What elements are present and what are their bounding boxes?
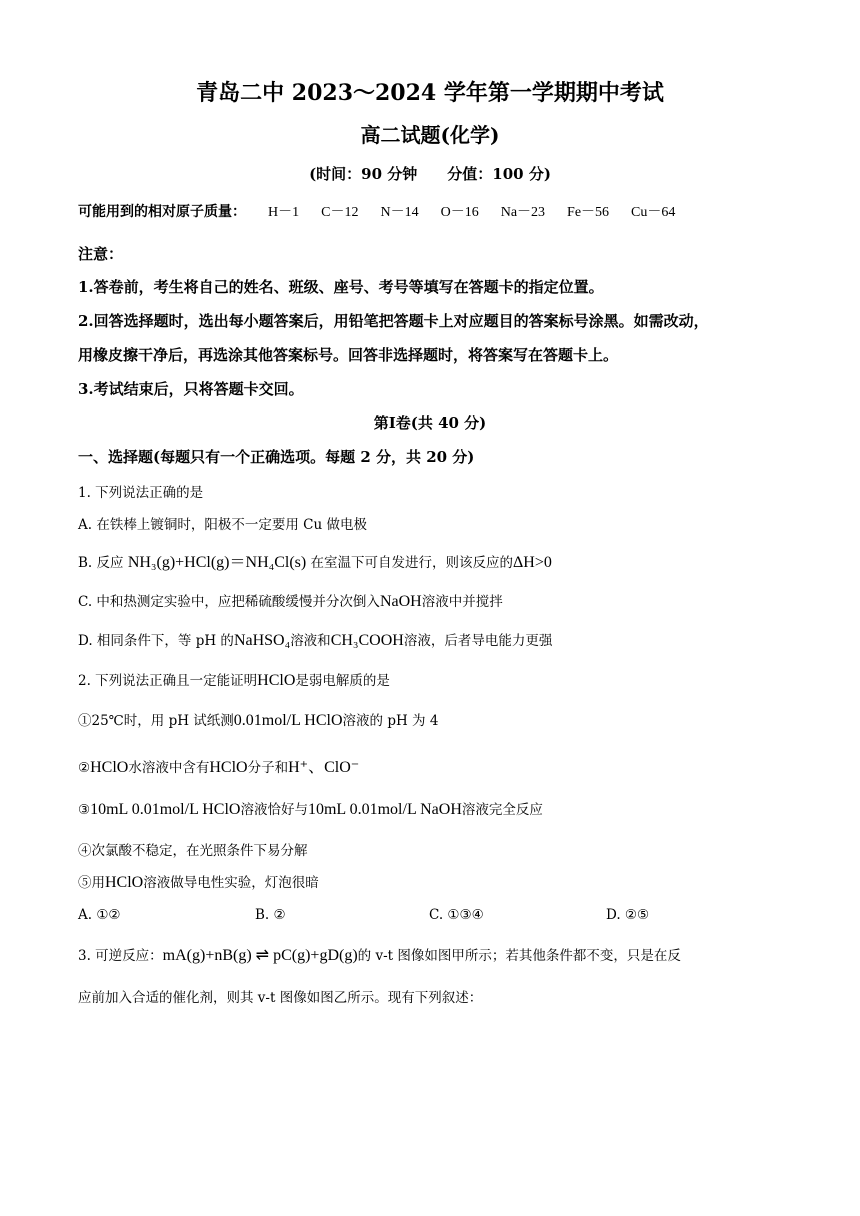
q1-option-a: A. 在铁棒上镀铜时，阳极不一定要用 Cu 做电极 bbox=[78, 517, 367, 533]
q2-item-3: ③10mL 0.01mol/L HClO溶液恰好与10mL 0.01mol/L NaOH溶液完全反应 bbox=[78, 801, 543, 818]
part1-heading: 一、选择题(每题只有一个正确选项。每题 2 分，共 20 分) bbox=[78, 448, 475, 466]
note-2a: 2.回答选择题时，选出每小题答案后，用铅笔把答题卡上对应题目的答案标号涂黑。如需改动， bbox=[78, 312, 709, 330]
q1-b-equation: NH₃(g)+HCl(g)＝NH₄Cl(s) bbox=[127, 554, 307, 571]
mass-item: C－12 bbox=[321, 205, 359, 220]
q2-stem: 2. 下列说法正确且一定能证明HClO是弱电解质的是 bbox=[78, 672, 390, 689]
q1-option-d: D. 相同条件下，等 pH 的NaHSO₄溶液和CH₃COOH溶液，后者导电能力更强 bbox=[78, 632, 553, 649]
q2-option-c: C. ①③④ bbox=[429, 907, 484, 923]
q3-equation: mA(g)+nB(g) ⇌ pC(g)+gD(g) bbox=[162, 947, 358, 964]
mass-item: H－1 bbox=[268, 205, 300, 220]
exam-score: 分值：100 分) bbox=[447, 165, 551, 183]
exam-time: (时间：90 分钟 bbox=[309, 165, 418, 183]
q3-line-1: 3. 可逆反应：mA(g)+nB(g) ⇌ pC(g)+gD(g)的 v-t 图像如图甲所示；若其他条件都不变，只是在反 bbox=[78, 947, 681, 964]
mass-item: Cu－64 bbox=[631, 205, 676, 220]
time-score-line bbox=[0, 163, 860, 184]
mass-item: Na－23 bbox=[500, 205, 546, 220]
q1-b-enthalpy: ΔH>0 bbox=[513, 554, 552, 571]
q3-line-2: 应前加入合适的催化剂，则其 v-t 图像如图乙所示。现有下列叙述： bbox=[78, 990, 483, 1006]
mass-item: Fe－56 bbox=[567, 205, 610, 220]
q2-item-4: ④次氯酸不稳定，在光照条件下易分解 bbox=[78, 843, 308, 859]
exam-subtitle: 高二试题(化学) bbox=[360, 123, 500, 147]
exam-title: 青岛二中 2023～2024 学年第一学期期中考试 bbox=[196, 80, 664, 106]
q2-option-a: A. ①② bbox=[78, 907, 121, 923]
atomic-mass-line bbox=[78, 201, 675, 221]
notes-title: 注意： bbox=[78, 245, 124, 263]
q1-stem: 1. 下列说法正确的是 bbox=[78, 485, 204, 501]
mass-item: N－14 bbox=[380, 205, 419, 220]
volume-heading: 第Ⅰ卷(共 40 分) bbox=[373, 414, 487, 432]
q1-option-b: B. 反应 NH₃(g)+HCl(g)＝NH₄Cl(s) 在室温下可自发进行，则该反应的ΔH>0 bbox=[78, 554, 552, 571]
q2-option-d: D. ②⑤ bbox=[606, 907, 650, 923]
q1-option-c: C. 中和热测定实验中，应把稀硫酸缓慢并分次倒入NaOH溶液中并搅拌 bbox=[78, 593, 503, 610]
atomic-mass-label: 可能用到的相对原子质量： bbox=[78, 204, 246, 220]
q2-item-2: ②HClO水溶液中含有HClO分子和H⁺、ClO⁻ bbox=[78, 759, 360, 776]
note-2b: 用橡皮擦干净后，再选涂其他答案标号。回答非选择题时，将答案写在答题卡上。 bbox=[78, 346, 619, 364]
note-1: 1.答卷前，考生将自己的姓名、班级、座号、考号等填写在答题卡的指定位置。 bbox=[78, 278, 604, 296]
note-3: 3.考试结束后，只将答题卡交回。 bbox=[78, 380, 304, 398]
q2-item-5: ⑤用HClO溶液做导电性实验，灯泡很暗 bbox=[78, 874, 319, 891]
mass-item: O－16 bbox=[440, 205, 479, 220]
q2-item-1: ①25℃时，用 pH 试纸测0.01mol/L HClO溶液的 pH 为 4 bbox=[78, 712, 439, 729]
q2-option-b: B. ② bbox=[255, 907, 286, 923]
